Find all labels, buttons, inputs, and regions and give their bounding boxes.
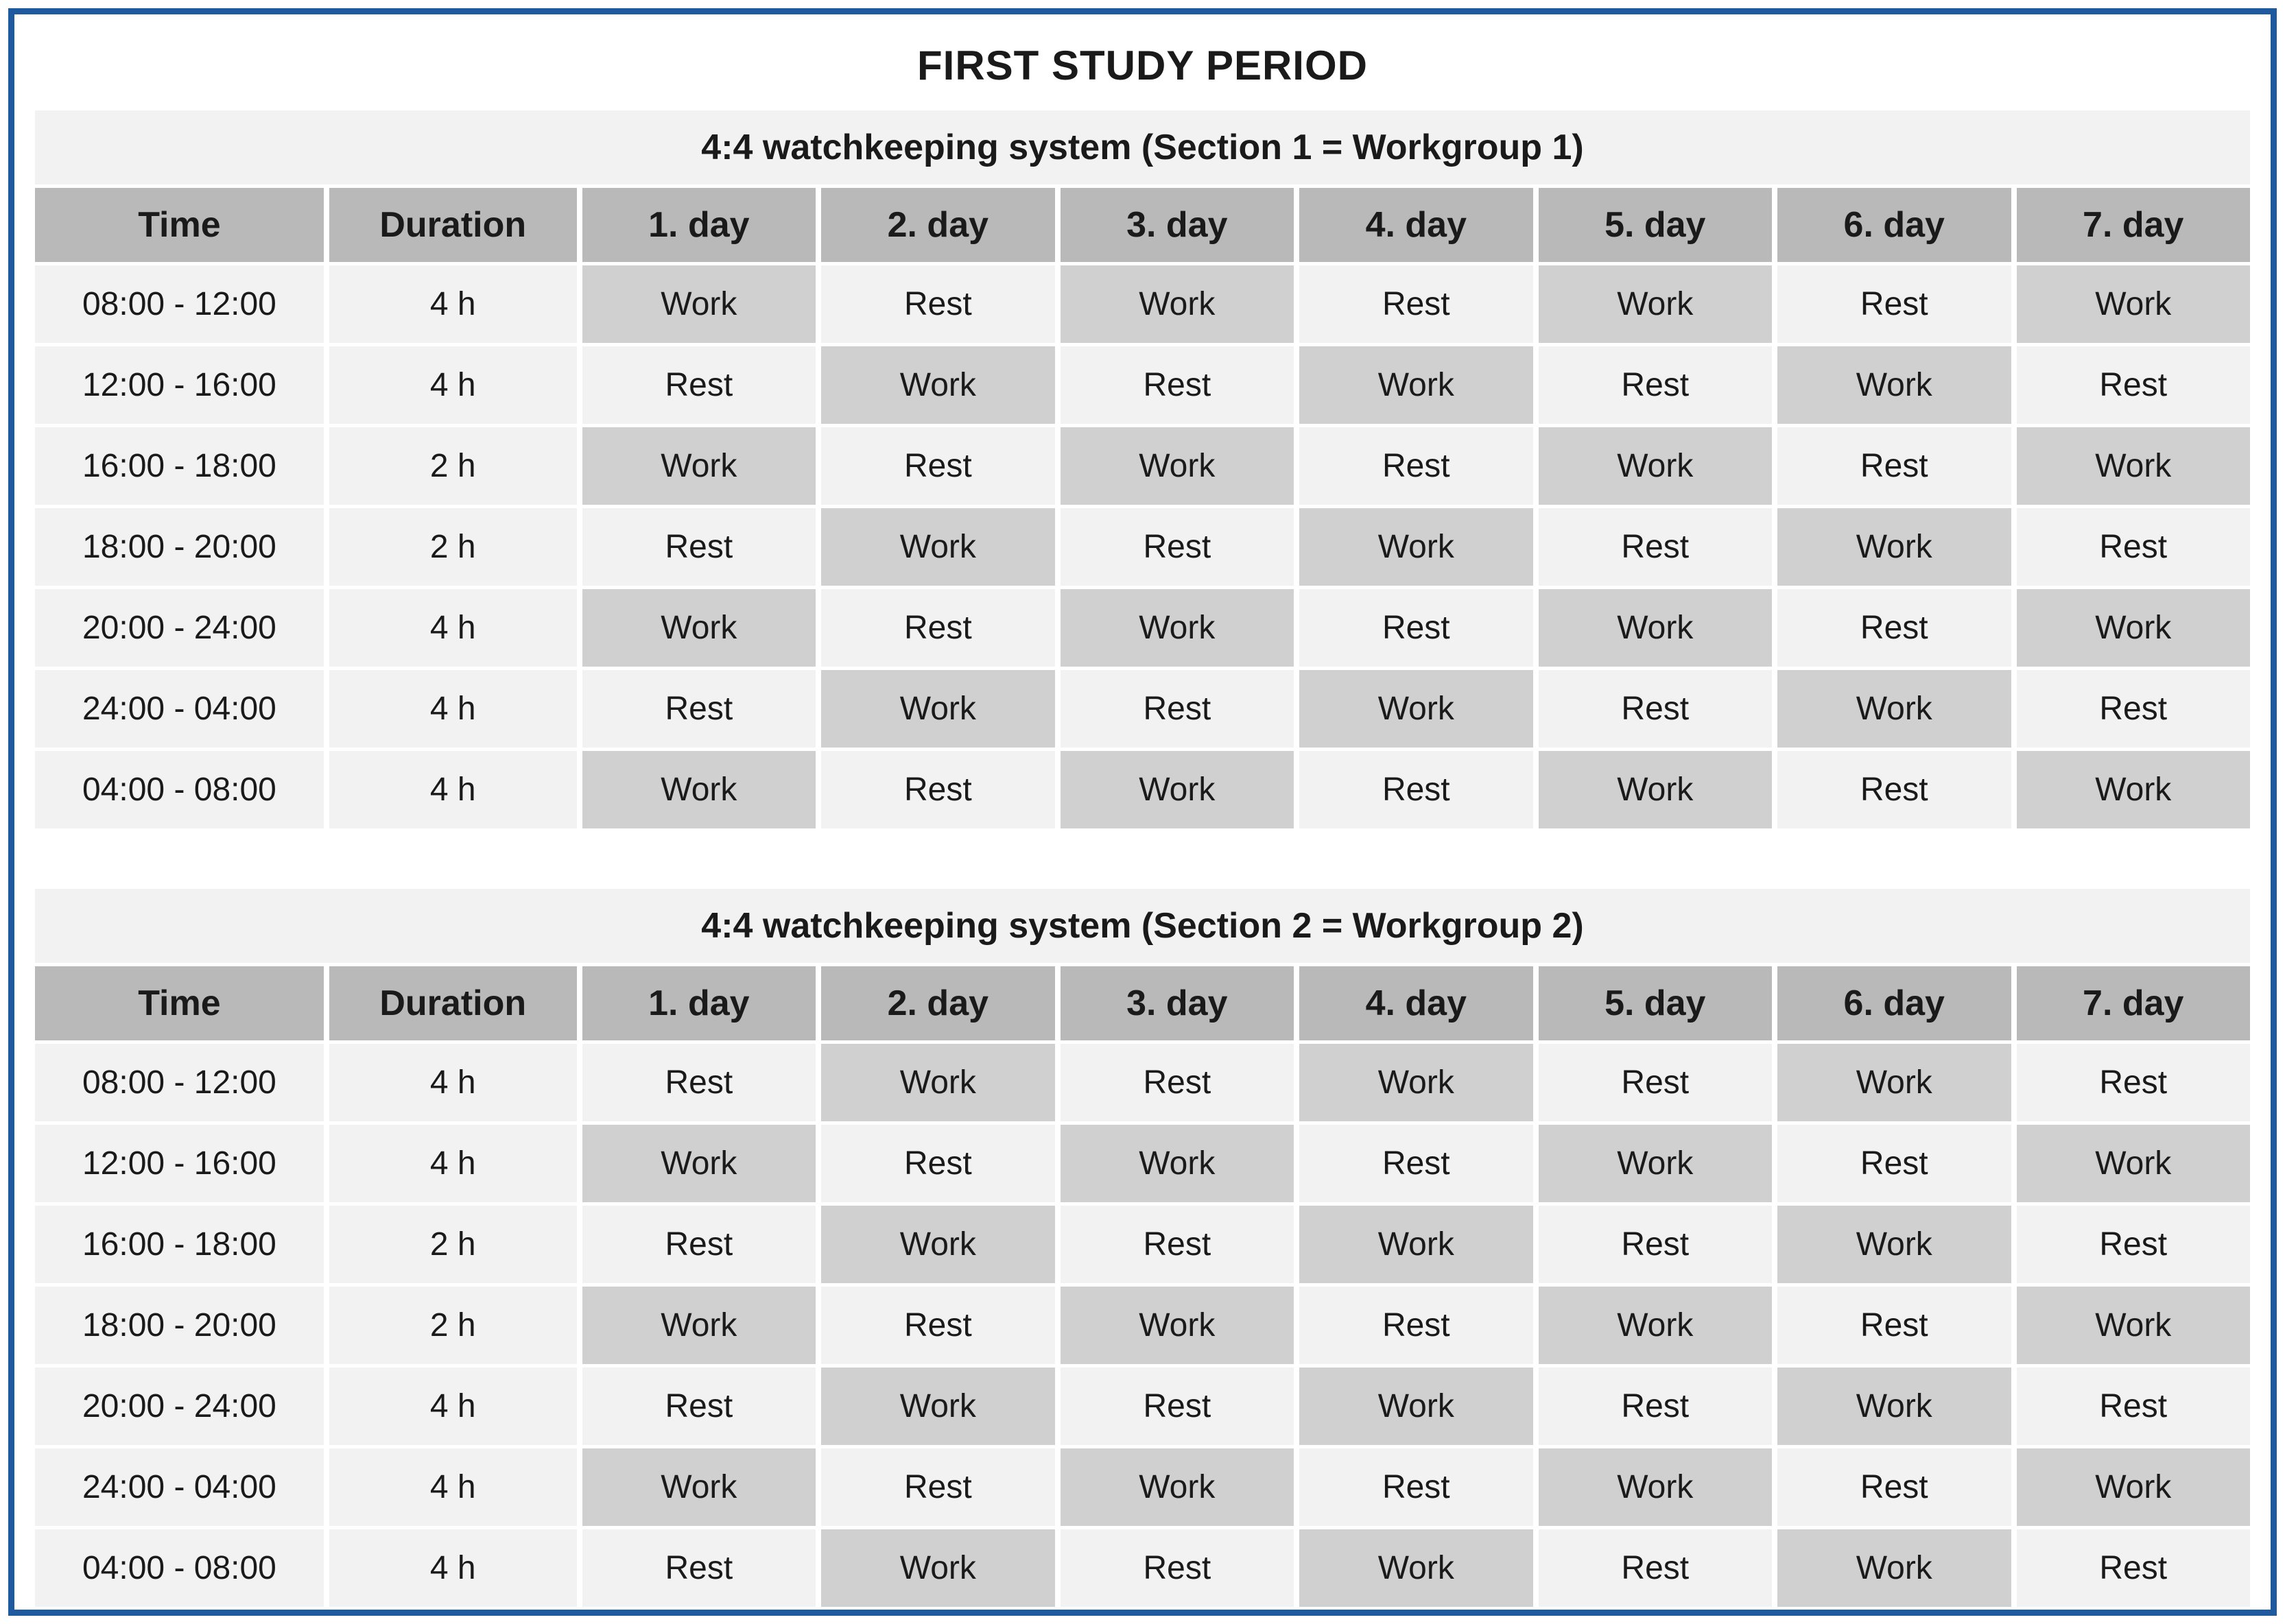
work-cell: Work — [1539, 1287, 1772, 1364]
column-header: 6. day — [1777, 966, 2011, 1040]
rest-cell: Rest — [1061, 1529, 1294, 1607]
work-cell: Work — [582, 589, 816, 667]
column-header: 4. day — [1299, 966, 1532, 1040]
rest-cell: Rest — [582, 346, 816, 424]
table-spacer — [35, 832, 2250, 885]
rest-cell: Rest — [1299, 265, 1532, 343]
watchkeeping-table-section-1 — [29, 107, 2256, 832]
work-cell: Work — [1777, 1368, 2011, 1445]
table-row — [35, 1448, 2250, 1526]
time-cell: 16:00 - 18:00 — [35, 1206, 324, 1283]
rest-cell: Rest — [1299, 1448, 1532, 1526]
column-header: 4. day — [1299, 188, 1532, 262]
column-header: Time — [35, 188, 324, 262]
duration-cell: 4 h — [329, 1044, 577, 1121]
duration-cell: 4 h — [329, 346, 577, 424]
watchkeeping-table-section-2 — [29, 885, 2256, 1610]
rest-cell: Rest — [1061, 346, 1294, 424]
header-row — [35, 966, 2250, 1040]
rest-cell: Rest — [1539, 1044, 1772, 1121]
rest-cell: Rest — [1061, 508, 1294, 586]
header-row — [35, 188, 2250, 262]
rest-cell: Rest — [1539, 1206, 1772, 1283]
work-cell: Work — [1299, 346, 1532, 424]
rest-cell: Rest — [2017, 1044, 2251, 1121]
table-row — [35, 1529, 2250, 1607]
work-cell: Work — [1061, 1287, 1294, 1364]
rest-cell: Rest — [582, 1044, 816, 1121]
rest-cell: Rest — [1299, 1287, 1532, 1364]
rest-cell: Rest — [1777, 1125, 2011, 1202]
rest-cell: Rest — [1539, 346, 1772, 424]
rest-cell: Rest — [582, 1529, 816, 1607]
column-header: 7. day — [2017, 966, 2251, 1040]
rest-cell: Rest — [821, 1448, 1054, 1526]
document-frame — [8, 8, 2277, 1616]
work-cell: Work — [821, 1206, 1054, 1283]
rest-cell: Rest — [1061, 1368, 1294, 1445]
time-cell: 08:00 - 12:00 — [35, 1044, 324, 1121]
work-cell: Work — [1539, 589, 1772, 667]
duration-cell: 2 h — [329, 508, 577, 586]
column-header: Duration — [329, 966, 577, 1040]
work-cell: Work — [1777, 670, 2011, 748]
column-header: 3. day — [1061, 188, 1294, 262]
rest-cell: Rest — [821, 265, 1054, 343]
time-cell: 04:00 - 08:00 — [35, 751, 324, 828]
work-cell: Work — [1299, 508, 1532, 586]
work-cell: Work — [821, 1529, 1054, 1607]
work-cell: Work — [1539, 265, 1772, 343]
work-cell: Work — [1539, 1125, 1772, 1202]
rest-cell: Rest — [1777, 265, 2011, 343]
work-cell: Work — [1299, 1368, 1532, 1445]
rest-cell: Rest — [1299, 751, 1532, 828]
column-header: 6. day — [1777, 188, 2011, 262]
rest-cell: Rest — [821, 427, 1054, 505]
rest-cell: Rest — [1299, 427, 1532, 505]
work-cell: Work — [1299, 1044, 1532, 1121]
work-cell: Work — [1299, 1206, 1532, 1283]
rest-cell: Rest — [1539, 508, 1772, 586]
work-cell: Work — [1061, 751, 1294, 828]
rest-cell: Rest — [821, 589, 1054, 667]
rest-cell: Rest — [2017, 1206, 2251, 1283]
work-cell: Work — [582, 265, 816, 343]
time-cell: 12:00 - 16:00 — [35, 346, 324, 424]
rest-cell: Rest — [1061, 670, 1294, 748]
rest-cell: Rest — [1777, 1287, 2011, 1364]
duration-cell: 4 h — [329, 265, 577, 343]
table-subtitle: 4:4 watchkeeping system (Section 1 = Workgroup 1) — [35, 110, 2250, 184]
time-cell: 08:00 - 12:00 — [35, 265, 324, 343]
work-cell: Work — [2017, 1448, 2251, 1526]
work-cell: Work — [1061, 1125, 1294, 1202]
column-header: 2. day — [821, 966, 1054, 1040]
duration-cell: 2 h — [329, 1287, 577, 1364]
time-cell: 24:00 - 04:00 — [35, 1448, 324, 1526]
rest-cell: Rest — [1539, 1368, 1772, 1445]
table-row — [35, 508, 2250, 586]
rest-cell: Rest — [2017, 508, 2251, 586]
work-cell: Work — [821, 346, 1054, 424]
work-cell: Work — [821, 1368, 1054, 1445]
work-cell: Work — [1061, 265, 1294, 343]
duration-cell: 4 h — [329, 1529, 577, 1607]
rest-cell: Rest — [582, 508, 816, 586]
work-cell: Work — [1061, 589, 1294, 667]
page-title: FIRST STUDY PERIOD — [917, 43, 1368, 88]
work-cell: Work — [1061, 427, 1294, 505]
time-cell: 20:00 - 24:00 — [35, 589, 324, 667]
work-cell: Work — [1539, 427, 1772, 505]
work-cell: Work — [2017, 751, 2251, 828]
table-row — [35, 670, 2250, 748]
work-cell: Work — [821, 670, 1054, 748]
work-cell: Work — [821, 1044, 1054, 1121]
time-cell: 12:00 - 16:00 — [35, 1125, 324, 1202]
work-cell: Work — [1539, 751, 1772, 828]
table-row — [35, 1044, 2250, 1121]
work-cell: Work — [2017, 589, 2251, 667]
table-row — [35, 751, 2250, 828]
work-cell: Work — [1061, 1448, 1294, 1526]
duration-cell: 2 h — [329, 427, 577, 505]
rest-cell: Rest — [1777, 751, 2011, 828]
work-cell: Work — [2017, 1287, 2251, 1364]
rest-cell: Rest — [582, 1206, 816, 1283]
rest-cell: Rest — [821, 751, 1054, 828]
duration-cell: 4 h — [329, 1368, 577, 1445]
work-cell: Work — [1777, 346, 2011, 424]
work-cell: Work — [1777, 508, 2011, 586]
duration-cell: 4 h — [329, 670, 577, 748]
column-header: 3. day — [1061, 966, 1294, 1040]
rest-cell: Rest — [1539, 1529, 1772, 1607]
work-cell: Work — [1777, 1206, 2011, 1283]
table-row — [35, 346, 2250, 424]
table-subtitle: 4:4 watchkeeping system (Section 2 = Workgroup 2) — [35, 889, 2250, 963]
work-cell: Work — [821, 508, 1054, 586]
subtitle-row — [35, 889, 2250, 963]
subtitle-row — [35, 110, 2250, 184]
time-cell: 24:00 - 04:00 — [35, 670, 324, 748]
rest-cell: Rest — [1777, 1448, 2011, 1526]
work-cell: Work — [582, 751, 816, 828]
work-cell: Work — [582, 1125, 816, 1202]
column-header: 5. day — [1539, 966, 1772, 1040]
work-cell: Work — [1299, 670, 1532, 748]
rest-cell: Rest — [1299, 589, 1532, 667]
table-row — [35, 1368, 2250, 1445]
column-header: 1. day — [582, 188, 816, 262]
table-row — [35, 427, 2250, 505]
rest-cell: Rest — [1061, 1206, 1294, 1283]
rest-cell: Rest — [2017, 1368, 2251, 1445]
work-cell: Work — [1539, 1448, 1772, 1526]
rest-cell: Rest — [1539, 670, 1772, 748]
duration-cell: 4 h — [329, 751, 577, 828]
rest-cell: Rest — [821, 1287, 1054, 1364]
rest-cell: Rest — [2017, 670, 2251, 748]
work-cell: Work — [582, 1448, 816, 1526]
column-header: Time — [35, 966, 324, 1040]
work-cell: Work — [1299, 1529, 1532, 1607]
rest-cell: Rest — [821, 1125, 1054, 1202]
time-cell: 18:00 - 20:00 — [35, 508, 324, 586]
time-cell: 20:00 - 24:00 — [35, 1368, 324, 1445]
column-header: Duration — [329, 188, 577, 262]
work-cell: Work — [1777, 1529, 2011, 1607]
column-header: 2. day — [821, 188, 1054, 262]
work-cell: Work — [1777, 1044, 2011, 1121]
duration-cell: 4 h — [329, 589, 577, 667]
table-row — [35, 589, 2250, 667]
duration-cell: 2 h — [329, 1206, 577, 1283]
time-cell: 18:00 - 20:00 — [35, 1287, 324, 1364]
work-cell: Work — [2017, 427, 2251, 505]
column-header: 7. day — [2017, 188, 2251, 262]
table-row — [35, 1206, 2250, 1283]
work-cell: Work — [2017, 265, 2251, 343]
duration-cell: 4 h — [329, 1448, 577, 1526]
duration-cell: 4 h — [329, 1125, 577, 1202]
rest-cell: Rest — [1777, 427, 2011, 505]
time-cell: 16:00 - 18:00 — [35, 427, 324, 505]
table-row — [35, 265, 2250, 343]
rest-cell: Rest — [1299, 1125, 1532, 1202]
work-cell: Work — [2017, 1125, 2251, 1202]
rest-cell: Rest — [1061, 1044, 1294, 1121]
rest-cell: Rest — [1777, 589, 2011, 667]
work-cell: Work — [582, 1287, 816, 1364]
work-cell: Work — [582, 427, 816, 505]
rest-cell: Rest — [2017, 1529, 2251, 1607]
rest-cell: Rest — [2017, 346, 2251, 424]
table-row — [35, 1125, 2250, 1202]
column-header: 1. day — [582, 966, 816, 1040]
table-row — [35, 1287, 2250, 1364]
rest-cell: Rest — [582, 670, 816, 748]
time-cell: 04:00 - 08:00 — [35, 1529, 324, 1607]
rest-cell: Rest — [582, 1368, 816, 1445]
column-header: 5. day — [1539, 188, 1772, 262]
